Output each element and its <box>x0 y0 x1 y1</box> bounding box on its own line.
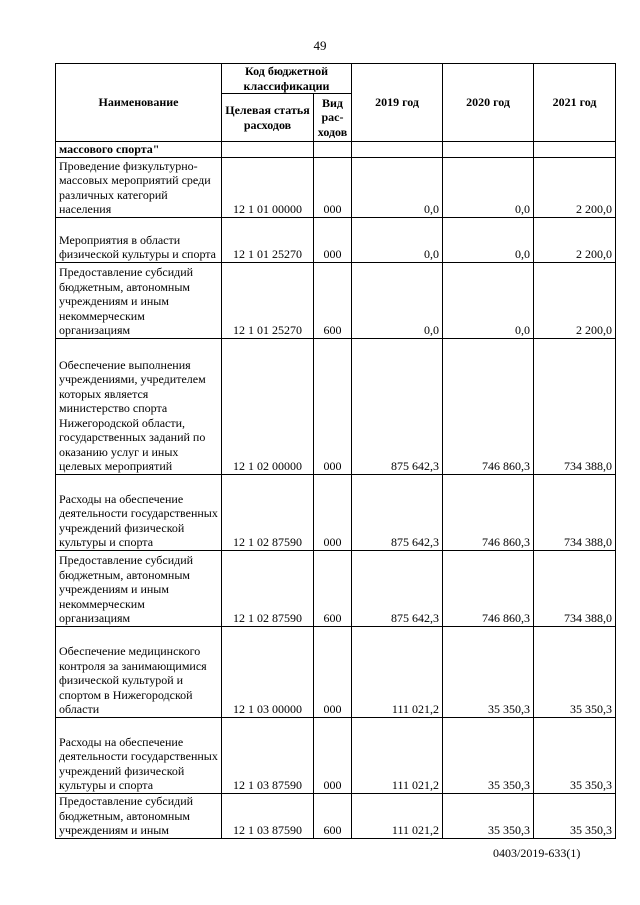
row-kind: 000 <box>314 717 352 793</box>
header-2019: 2019 год <box>352 64 443 142</box>
table-row <box>56 626 616 717</box>
row-code: 12 1 03 87590 <box>222 793 314 838</box>
row-2020: 35 350,3 <box>443 793 534 838</box>
row-code: 12 1 01 25270 <box>222 217 314 262</box>
row-2019: 0,0 <box>352 262 443 338</box>
header-code-group: Код бюджетной классификации <box>222 64 352 94</box>
row-name: Предоставление субсидий бюджетным, автономным учреждениям и иным некоммерческим организациям <box>56 550 222 626</box>
row-kind: 600 <box>314 793 352 838</box>
row-kind: 600 <box>314 550 352 626</box>
row-2019: 0,0 <box>352 157 443 217</box>
row-code: 12 1 01 00000 <box>222 157 314 217</box>
table-row <box>56 793 616 838</box>
budget-table <box>55 63 616 839</box>
row-kind: 000 <box>314 474 352 550</box>
row-2020: 0,0 <box>443 217 534 262</box>
document-code: 0403/2019-633(1) <box>493 846 581 860</box>
row-name: Обеспечение выполнения учреждениями, учредителем которых является министерство спорта Нижегородской области, государственных заданий по оказанию услуг и иных целевых мероприятий <box>56 338 222 474</box>
row-2021: 734 388,0 <box>534 550 616 626</box>
row-name: Предоставление субсидий бюджетным, автономным учреждениям и иным некоммерческим организациям <box>56 262 222 338</box>
row-2021: 734 388,0 <box>534 474 616 550</box>
table-row <box>56 550 616 626</box>
row-name: Проведение физкультурно-массовых мероприятий среди различных категорий населения <box>56 157 222 217</box>
row-code: 12 1 02 00000 <box>222 338 314 474</box>
header-2020: 2020 год <box>443 64 534 142</box>
table-row <box>56 217 616 262</box>
row-kind: 000 <box>314 157 352 217</box>
row-2021: 2 200,0 <box>534 262 616 338</box>
row-name: Предоставление субсидий бюджетным, автономным учреждениям и иным <box>56 793 222 838</box>
row-2021: 734 388,0 <box>534 338 616 474</box>
table-row <box>56 717 616 793</box>
row-kind: 000 <box>314 338 352 474</box>
row-2019: 0,0 <box>352 217 443 262</box>
row-2019: 111 021,2 <box>352 717 443 793</box>
row-2019: 875 642,3 <box>352 550 443 626</box>
row-kind: 000 <box>314 217 352 262</box>
row-code: 12 1 01 25270 <box>222 262 314 338</box>
row-2019: 875 642,3 <box>352 338 443 474</box>
continuation-cell: массового спорта" <box>56 142 222 158</box>
row-name: Расходы на обеспечение деятельности государственных учреждений физической культуры и спорта <box>56 474 222 550</box>
header-2021: 2021 год <box>534 64 616 142</box>
row-code: 12 1 03 87590 <box>222 717 314 793</box>
row-kind: 600 <box>314 262 352 338</box>
row-2021: 35 350,3 <box>534 626 616 717</box>
row-2020: 746 860,3 <box>443 550 534 626</box>
row-2020: 746 860,3 <box>443 474 534 550</box>
row-2021: 35 350,3 <box>534 717 616 793</box>
row-2021: 35 350,3 <box>534 793 616 838</box>
row-2019: 111 021,2 <box>352 626 443 717</box>
table-row <box>56 262 616 338</box>
header-target: Целевая статья расходов <box>222 94 314 142</box>
page-number: 49 <box>313 38 327 53</box>
row-2020: 746 860,3 <box>443 338 534 474</box>
table-row <box>56 157 616 217</box>
row-2019: 111 021,2 <box>352 793 443 838</box>
table-row <box>56 338 616 474</box>
row-2020: 35 350,3 <box>443 717 534 793</box>
row-2021: 2 200,0 <box>534 217 616 262</box>
row-2020: 0,0 <box>443 262 534 338</box>
row-code: 12 1 02 87590 <box>222 474 314 550</box>
row-name: Расходы на обеспечение деятельности государственных учреждений физической культуры и спорта <box>56 717 222 793</box>
row-name: Обеспечение медицинского контроля за занимающимися физической культурой и спортом в Нижегородской области <box>56 626 222 717</box>
row-2020: 0,0 <box>443 157 534 217</box>
table-row <box>56 474 616 550</box>
row-2021: 2 200,0 <box>534 157 616 217</box>
header-kind: Вид рас-ходов <box>314 94 352 142</box>
row-name: Мероприятия в области физической культуры и спорта <box>56 217 222 262</box>
header-name: Наименование <box>56 64 222 142</box>
row-code: 12 1 03 00000 <box>222 626 314 717</box>
table-row-continuation <box>56 142 616 158</box>
row-code: 12 1 02 87590 <box>222 550 314 626</box>
row-2020: 35 350,3 <box>443 626 534 717</box>
row-2019: 875 642,3 <box>352 474 443 550</box>
row-kind: 000 <box>314 626 352 717</box>
